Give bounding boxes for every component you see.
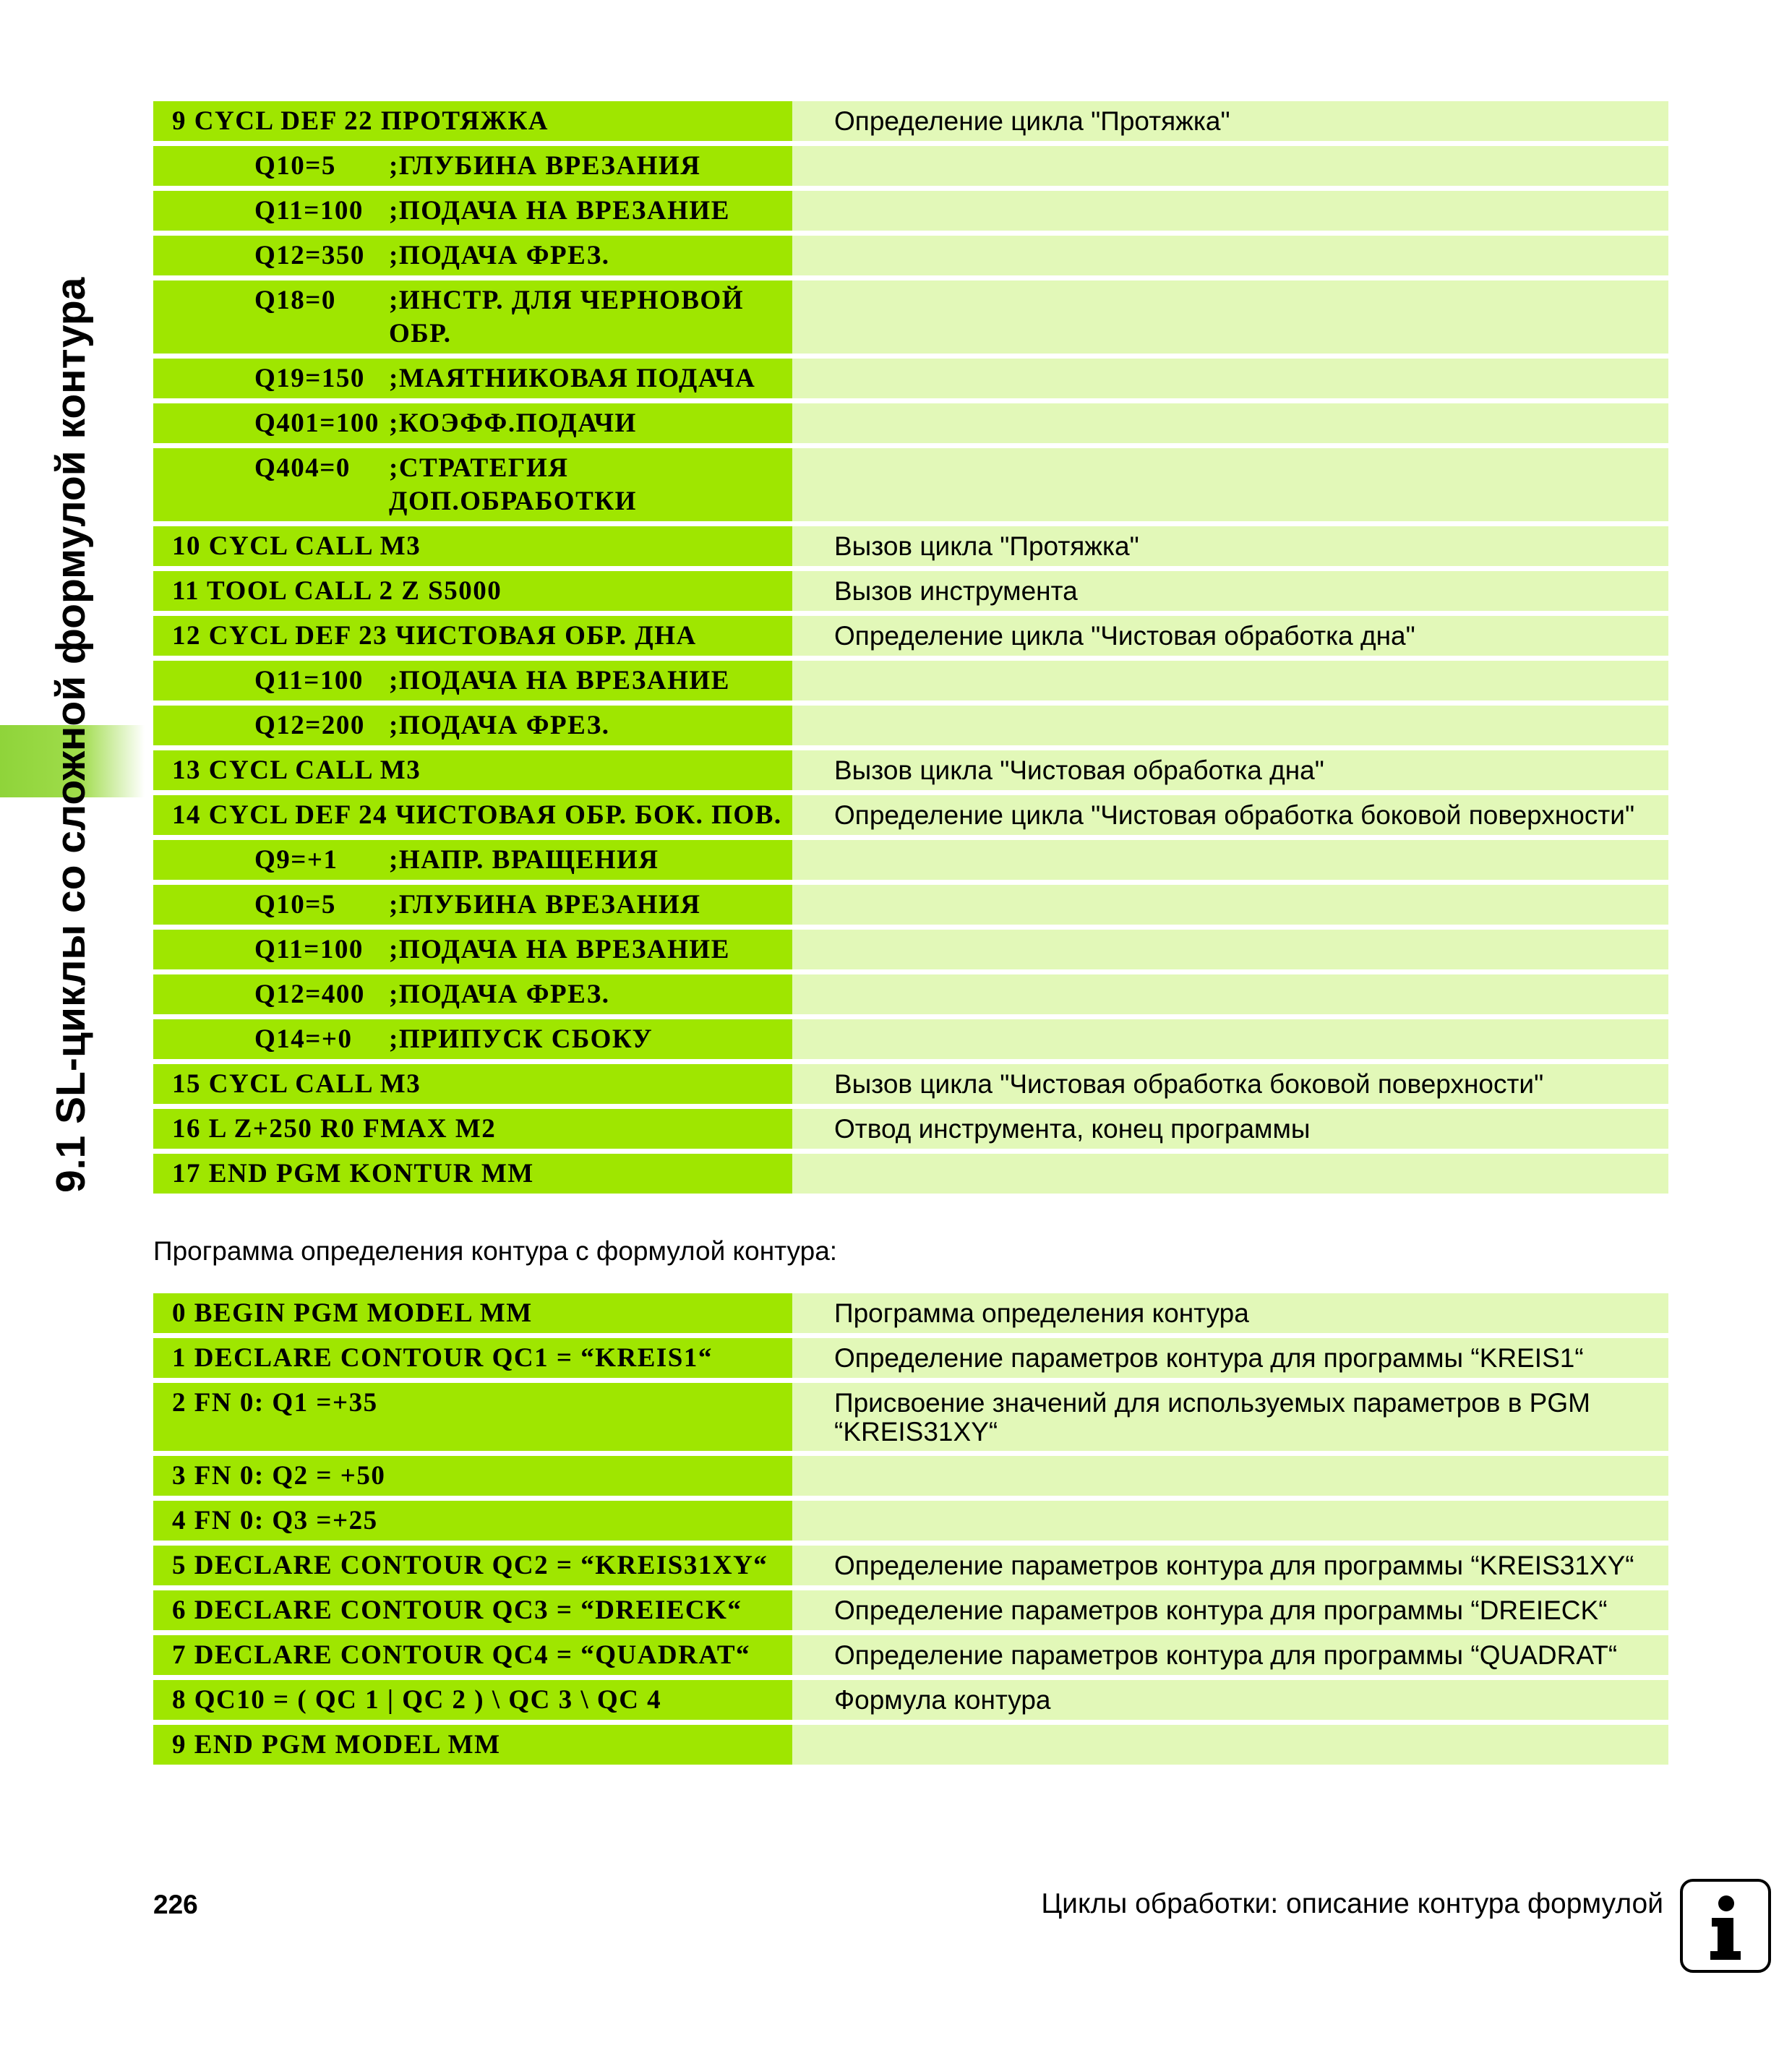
program-row — [153, 1635, 1668, 1675]
contour-program-heading: Программа определения контура с формулой контура: — [153, 1236, 838, 1266]
parameter-comment: ;ПРИПУСК СБОКУ — [389, 1024, 653, 1054]
program-row — [153, 146, 1668, 186]
program-row — [153, 1019, 1668, 1059]
program-row — [153, 885, 1668, 925]
program-row — [153, 1590, 1668, 1630]
footer-title: Циклы обработки: описание контура формулой — [1041, 1888, 1663, 1919]
description-cell — [792, 706, 1668, 745]
q-parameter: Q11=100 — [254, 935, 364, 964]
program-row — [153, 403, 1668, 443]
program-row — [153, 280, 1668, 354]
description-cell — [792, 359, 1668, 398]
nc-code-cell — [153, 974, 792, 1014]
description-cell — [792, 146, 1668, 186]
description-cell: Определение параметров контура для программы “DREIECK“ — [792, 1590, 1668, 1630]
nc-code-cell — [153, 236, 792, 275]
parameter-comment: ;МАЯТНИКОВАЯ ПОДАЧА — [389, 364, 756, 393]
description-cell — [792, 1501, 1668, 1541]
nc-code-cell — [153, 706, 792, 745]
q-parameter: Q12=200 — [254, 711, 365, 740]
nc-code-cell — [153, 146, 792, 186]
program-row — [153, 930, 1668, 969]
parameter-comment: ;КОЭФФ.ПОДАЧИ — [389, 408, 637, 438]
nc-code-cell: 10 CYCL CALL M3 — [153, 526, 792, 566]
nc-code-cell: 9 END PGM MODEL MM — [153, 1725, 792, 1765]
program-row — [153, 1501, 1668, 1541]
description-cell — [792, 661, 1668, 700]
parameter-comment: ;НАПР. ВРАЩЕНИЯ — [389, 845, 659, 875]
q-parameter: Q19=150 — [254, 364, 365, 393]
program-row — [153, 236, 1668, 275]
description-cell: Определение параметров контура для программы “QUADRAT“ — [792, 1635, 1668, 1675]
description-cell: Программа определения контура — [792, 1293, 1668, 1333]
description-cell: Вызов цикла "Чистовая обработка дна" — [792, 750, 1668, 790]
nc-code-cell — [153, 885, 792, 925]
parameter-comment: ;ПОДАЧА ФРЕЗ. — [389, 241, 610, 270]
q-parameter: Q14=+0 — [254, 1024, 353, 1054]
description-cell — [792, 1456, 1668, 1496]
nc-code-cell: 11 TOOL CALL 2 Z S5000 — [153, 571, 792, 611]
q-parameter: Q10=5 — [254, 890, 336, 920]
description-cell: Вызов цикла "Протяжка" — [792, 526, 1668, 566]
program-row — [153, 661, 1668, 700]
q-parameter: Q404=0 — [254, 453, 351, 483]
description-cell — [792, 974, 1668, 1014]
nc-code-cell: 0 BEGIN PGM MODEL MM — [153, 1293, 792, 1333]
q-parameter: Q11=100 — [254, 666, 364, 695]
nc-code-cell — [153, 1019, 792, 1059]
description-cell: Вызов инструмента — [792, 571, 1668, 611]
nc-code-cell — [153, 403, 792, 443]
q-parameter: Q10=5 — [254, 151, 336, 181]
nc-code-cell: 3 FN 0: Q2 = +50 — [153, 1456, 792, 1496]
program-table-model — [153, 1288, 1668, 1770]
program-row — [153, 795, 1668, 835]
description-cell — [792, 1725, 1668, 1765]
nc-code-cell: 16 L Z+250 R0 FMAX M2 — [153, 1109, 792, 1149]
description-cell — [792, 191, 1668, 231]
description-cell: Вызов цикла "Чистовая обработка боковой поверхности" — [792, 1064, 1668, 1104]
nc-code-cell: 14 CYCL DEF 24 ЧИСТОВАЯ ОБР. БОК. ПОВ. — [153, 795, 792, 835]
program-row — [153, 359, 1668, 398]
description-cell — [792, 236, 1668, 275]
description-cell — [792, 1154, 1668, 1194]
q-parameter: Q18=0 — [254, 286, 336, 315]
program-row — [153, 1456, 1668, 1496]
nc-code-cell: 6 DECLARE CONTOUR QC3 = “DREIECK“ — [153, 1590, 792, 1630]
program-row — [153, 1546, 1668, 1585]
nc-code-cell: 8 QC10 = ( QC 1 | QC 2 ) \ QC 3 \ QC 4 — [153, 1680, 792, 1720]
program-row — [153, 448, 1668, 521]
program-row — [153, 616, 1668, 656]
nc-code-cell: 2 FN 0: Q1 =+35 — [153, 1383, 792, 1451]
parameter-comment: ;ПОДАЧА ФРЕЗ. — [389, 980, 610, 1009]
parameter-comment: ;СТРАТЕГИЯ ДОП.ОБРАБОТКИ — [389, 453, 637, 516]
nc-code-cell: 12 CYCL DEF 23 ЧИСТОВАЯ ОБР. ДНА — [153, 616, 792, 656]
nc-code-cell — [153, 280, 792, 354]
nc-code-cell: 13 CYCL CALL M3 — [153, 750, 792, 790]
program-row — [153, 1338, 1668, 1378]
q-parameter: Q9=+1 — [254, 845, 338, 875]
nc-code-cell — [153, 359, 792, 398]
program-row — [153, 1109, 1668, 1149]
program-row — [153, 571, 1668, 611]
program-row — [153, 1293, 1668, 1333]
program-row — [153, 840, 1668, 880]
q-parameter: Q12=400 — [254, 980, 365, 1009]
parameter-comment: ;ПОДАЧА НА ВРЕЗАНИЕ — [389, 196, 730, 226]
description-cell — [792, 1019, 1668, 1059]
chapter-title: 9.1 SL-циклы со сложной формулой контура — [48, 277, 94, 1193]
description-cell: Определение цикла "Чистовая обработка боковой поверхности" — [792, 795, 1668, 835]
description-cell — [792, 885, 1668, 925]
parameter-comment: ;ИНСТР. ДЛЯ ЧЕРНОВОЙ ОБР. — [389, 286, 744, 348]
nc-code-cell: 9 CYCL DEF 22 ПРОТЯЖКА — [153, 101, 792, 141]
program-row — [153, 526, 1668, 566]
parameter-comment: ;ГЛУБИНА ВРЕЗАНИЯ — [389, 151, 701, 181]
description-cell — [792, 448, 1668, 521]
parameter-comment: ;ПОДАЧА НА ВРЕЗАНИЕ — [389, 666, 730, 695]
page-number: 226 — [153, 1890, 198, 1919]
description-cell: Отвод инструмента, конец программы — [792, 1109, 1668, 1149]
description-cell: Определение цикла "Чистовая обработка дна" — [792, 616, 1668, 656]
description-cell — [792, 403, 1668, 443]
program-table-main — [153, 96, 1668, 1199]
nc-code-cell: 17 END PGM KONTUR MM — [153, 1154, 792, 1194]
nc-code-cell: 5 DECLARE CONTOUR QC2 = “KREIS31XY“ — [153, 1546, 792, 1585]
parameter-comment: ;ПОДАЧА НА ВРЕЗАНИЕ — [389, 935, 730, 964]
q-parameter: Q401=100 — [254, 408, 380, 438]
q-parameter: Q11=100 — [254, 196, 364, 226]
program-row — [153, 1154, 1668, 1194]
program-row — [153, 191, 1668, 231]
nc-code-cell — [153, 661, 792, 700]
nc-code-cell: 4 FN 0: Q3 =+25 — [153, 1501, 792, 1541]
description-cell — [792, 840, 1668, 880]
info-icon — [1680, 1879, 1771, 1973]
description-cell — [792, 280, 1668, 354]
program-row — [153, 706, 1668, 745]
q-parameter: Q12=350 — [254, 241, 365, 270]
parameter-comment: ;ПОДАЧА ФРЕЗ. — [389, 711, 610, 740]
description-cell: Определение параметров контура для программы “KREIS1“ — [792, 1338, 1668, 1378]
description-cell: Присвоение значений для используемых параметров в PGM “KREIS31XY“ — [792, 1383, 1668, 1451]
nc-code-cell: 1 DECLARE CONTOUR QC1 = “KREIS1“ — [153, 1338, 792, 1378]
nc-code-cell — [153, 191, 792, 231]
program-row — [153, 974, 1668, 1014]
nc-code-cell — [153, 930, 792, 969]
nc-code-cell — [153, 448, 792, 521]
description-cell: Формула контура — [792, 1680, 1668, 1720]
nc-code-cell: 7 DECLARE CONTOUR QC4 = “QUADRAT“ — [153, 1635, 792, 1675]
description-cell — [792, 930, 1668, 969]
program-row — [153, 1725, 1668, 1765]
parameter-comment: ;ГЛУБИНА ВРЕЗАНИЯ — [389, 890, 701, 920]
nc-code-cell — [153, 840, 792, 880]
program-row — [153, 750, 1668, 790]
program-row — [153, 1680, 1668, 1720]
program-row — [153, 1383, 1668, 1451]
description-cell: Определение цикла "Протяжка" — [792, 101, 1668, 141]
program-row — [153, 101, 1668, 141]
description-cell: Определение параметров контура для программы “KREIS31XY“ — [792, 1546, 1668, 1585]
program-row — [153, 1064, 1668, 1104]
nc-code-cell: 15 CYCL CALL M3 — [153, 1064, 792, 1104]
